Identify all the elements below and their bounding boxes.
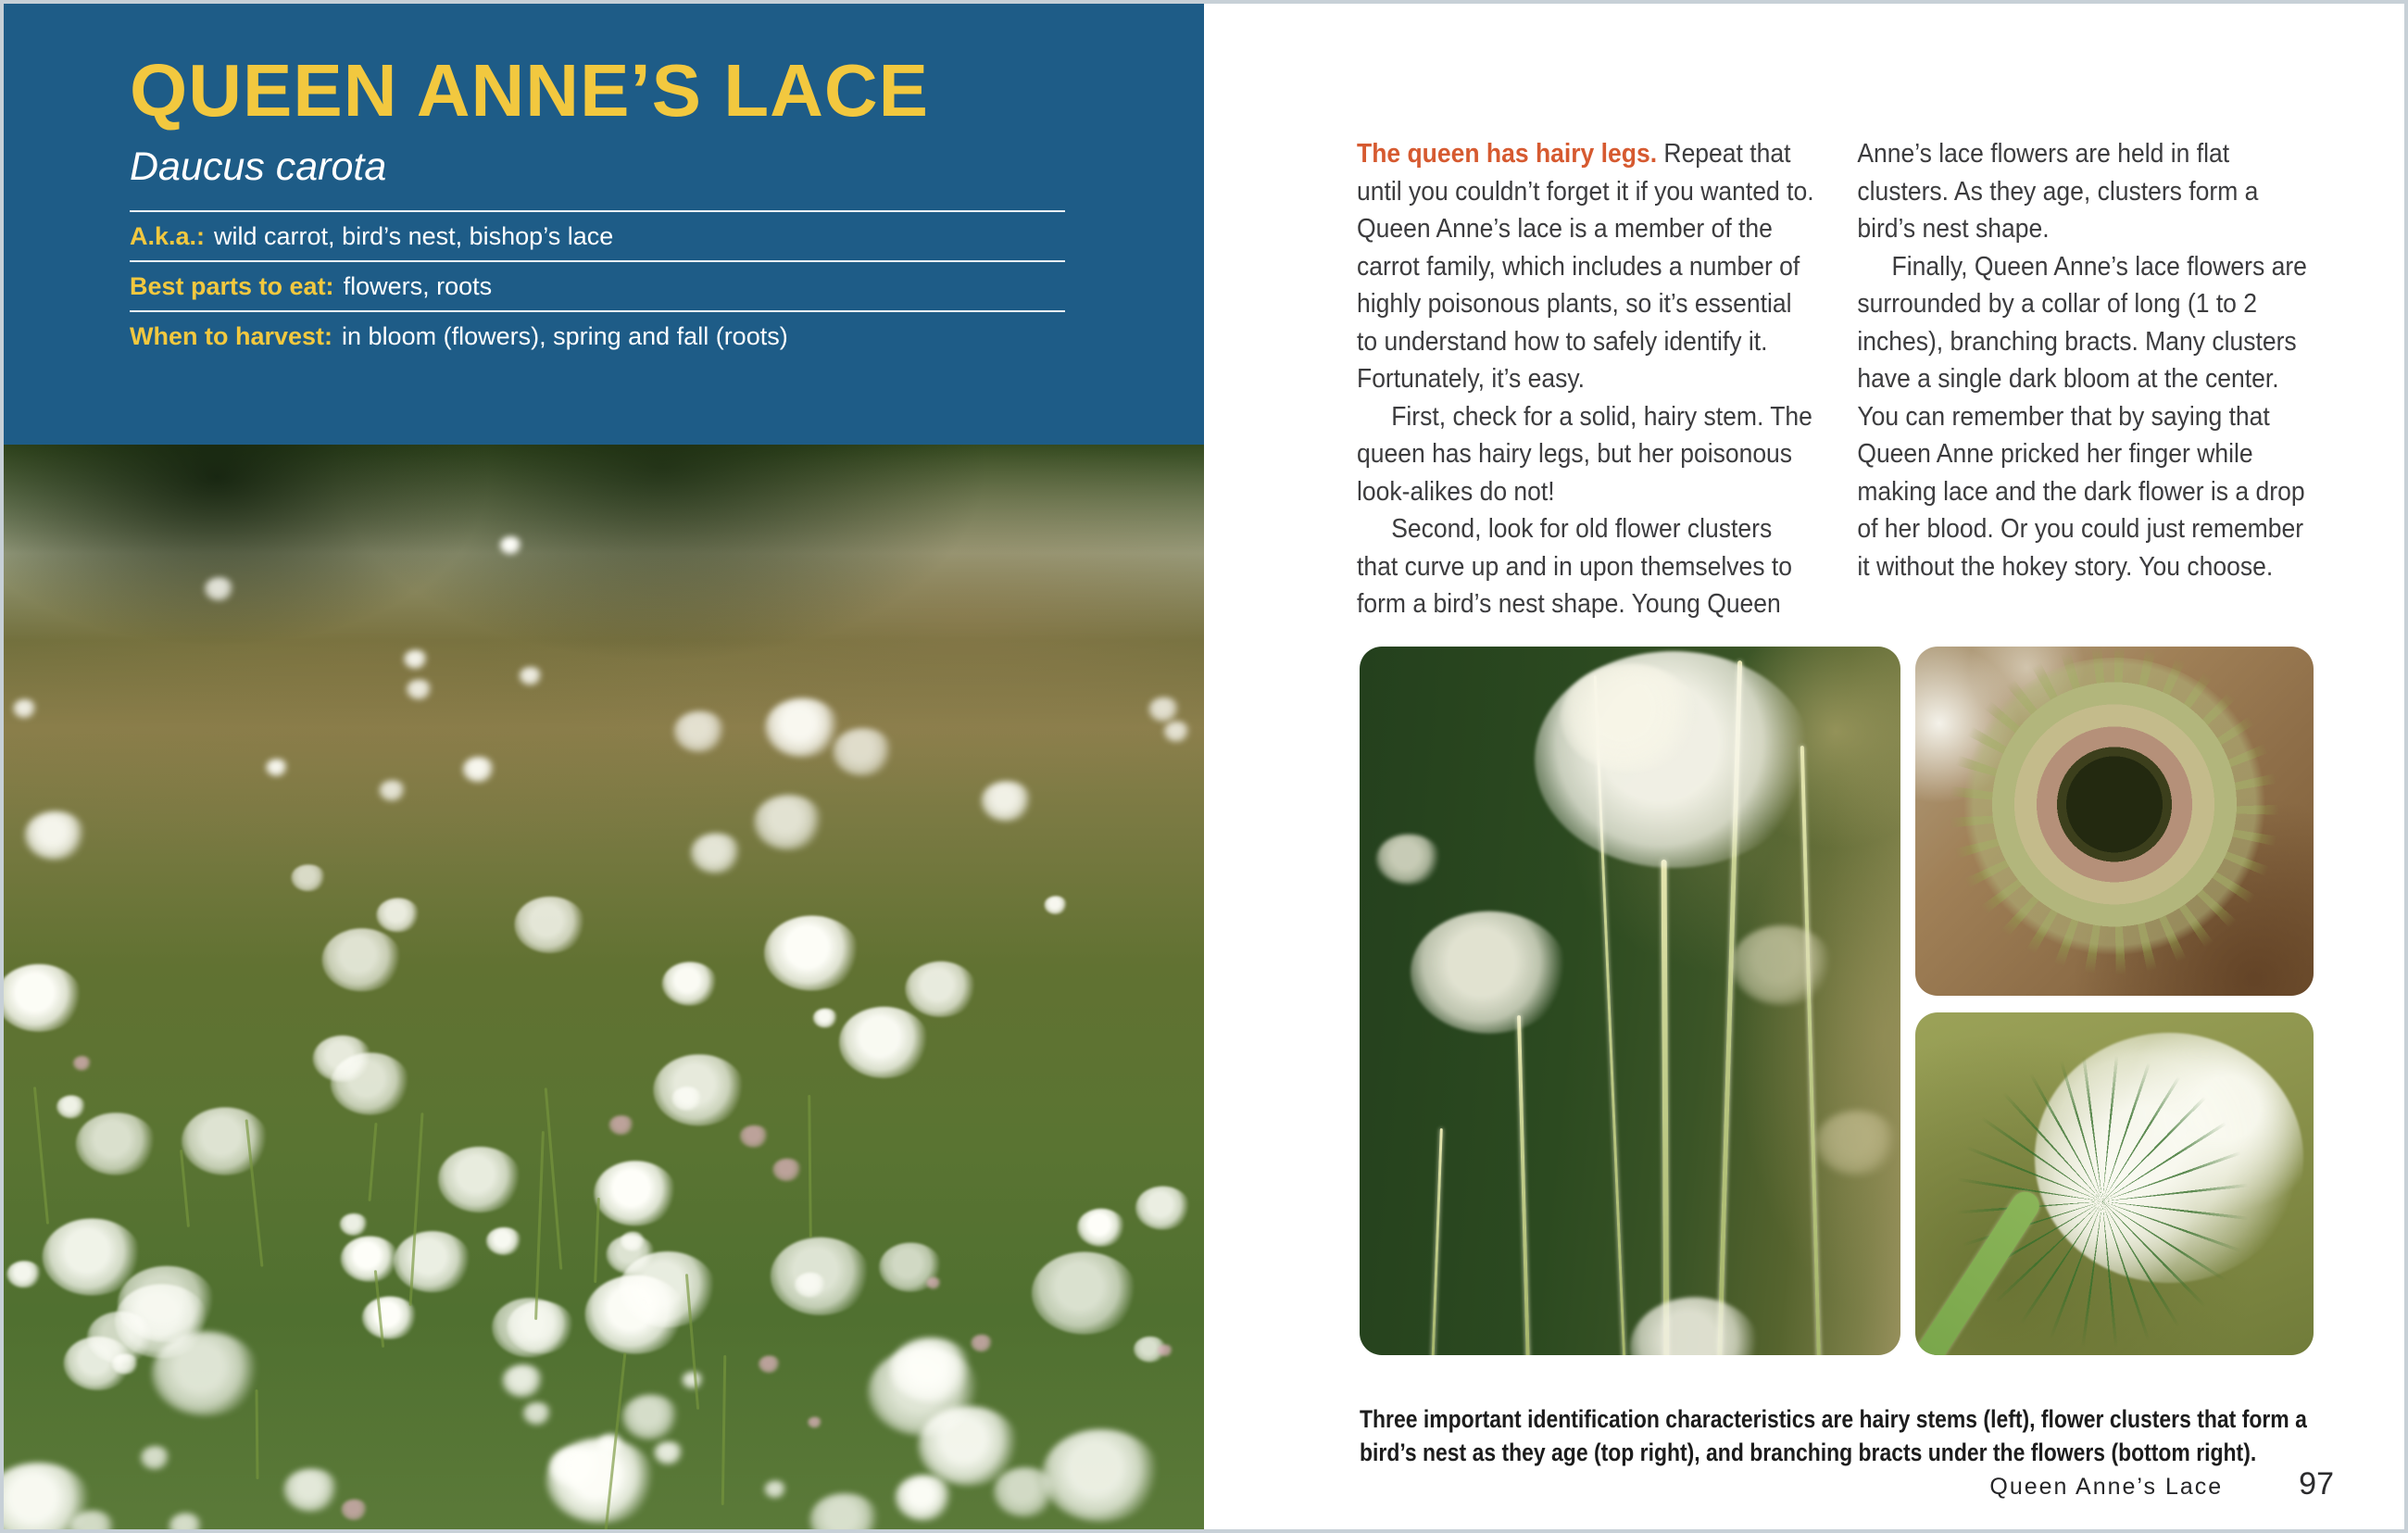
flower-cluster-blob bbox=[546, 1438, 656, 1524]
fact-row bbox=[130, 260, 1065, 310]
flower-cluster-blob bbox=[515, 897, 586, 952]
flower-cluster-blob bbox=[112, 1353, 139, 1375]
hairy-stem bbox=[1662, 859, 1670, 1355]
flower-cluster-blob bbox=[764, 1481, 786, 1499]
flower-cluster-blob bbox=[462, 757, 495, 783]
page-title: QUEEN ANNE’S LACE bbox=[130, 49, 930, 132]
fact-value: flowers, roots bbox=[343, 272, 493, 300]
hairy-stem bbox=[1800, 746, 1821, 1355]
hairy-stem bbox=[1431, 1128, 1443, 1355]
flower-cluster-blob bbox=[379, 780, 407, 802]
flower-cluster-blob bbox=[753, 795, 824, 850]
flower-cluster-blob bbox=[0, 1463, 92, 1533]
grass-stem-stroke bbox=[33, 1087, 49, 1225]
flower-cluster-blob bbox=[1135, 1187, 1191, 1230]
fact-label: Best parts to eat: bbox=[130, 272, 334, 300]
flower-cluster-blob bbox=[772, 1159, 802, 1182]
flower-cluster-blob bbox=[673, 710, 727, 752]
footer-section-label: Queen Anne’s Lace bbox=[1989, 1474, 2224, 1500]
grass-stem-stroke bbox=[808, 1095, 812, 1238]
page-number: 97 bbox=[2299, 1466, 2334, 1502]
body-paragraph: Finally, Queen Anne’s lace flowers are surrounded by a collar of long (1 to 2 inches), branching bracts. Many clusters have a single dark bloom at the center. You can remember that by saying that Queen Anne pricked her finger while making lace and the dark flower is a drop of her blood. Or you could just remember it without the hokey story. You choose. bbox=[1857, 251, 2307, 582]
flower-cluster-blob bbox=[1561, 663, 1699, 772]
flower-cluster-blob bbox=[140, 1446, 170, 1470]
flower-cluster-blob bbox=[1158, 1345, 1173, 1357]
facts-list bbox=[130, 210, 1065, 360]
right-page bbox=[1204, 0, 2408, 1533]
flower-cluster-blob bbox=[404, 650, 429, 670]
flower-cluster-blob bbox=[654, 1054, 746, 1125]
flower-cluster-blob bbox=[341, 1499, 369, 1520]
flower-cluster-blob bbox=[394, 1231, 471, 1292]
text-column-2 bbox=[1857, 135, 2316, 623]
branching-bracts-photo bbox=[1915, 1012, 2314, 1355]
flower-cluster-blob bbox=[1044, 897, 1067, 915]
flower-cluster-blob bbox=[654, 1441, 684, 1465]
grass-stem-stroke bbox=[594, 1198, 600, 1283]
fact-label: A.k.a.: bbox=[130, 222, 206, 250]
flower-cluster-blob bbox=[1042, 1428, 1160, 1521]
flower-cluster-blob bbox=[764, 915, 860, 990]
flower-cluster-blob bbox=[740, 1125, 769, 1148]
body-paragraph: First, check for a solid, hairy stem. The queen has hairy legs, but her poisonous look-alikes do not! bbox=[1357, 401, 1812, 507]
flower-cluster-blob bbox=[1411, 911, 1568, 1035]
paragraph-text: Repeat that until you couldn’t forget it if you wanted to. Queen Anne’s lace is a member of the carrot family, which includes a number of highly poisonous plants, so it’s essential to understand how to safely identify it. Fortunately, it’s easy. bbox=[1357, 139, 1814, 394]
hairy-stems-photo bbox=[1360, 647, 1900, 1355]
grass-stem-stroke bbox=[721, 1355, 726, 1505]
flower-cluster-blob bbox=[56, 1095, 86, 1118]
flower-cluster-blob bbox=[813, 1009, 838, 1028]
grass-stem-stroke bbox=[534, 1131, 545, 1320]
flower-cluster-blob bbox=[376, 898, 420, 932]
flower-cluster-blob bbox=[971, 1335, 993, 1352]
flower-cluster-blob bbox=[76, 1112, 156, 1175]
flower-cluster-blob bbox=[24, 811, 86, 860]
flower-cluster-blob bbox=[499, 536, 523, 555]
body-text-columns bbox=[1357, 135, 2317, 623]
flower-cluster-blob bbox=[12, 699, 36, 718]
fact-value: in bloom (flowers), spring and fall (roots) bbox=[342, 322, 788, 350]
flower-cluster-blob bbox=[839, 1007, 930, 1077]
flower-cluster-blob bbox=[522, 1402, 551, 1426]
flower-cluster-blob bbox=[890, 1338, 973, 1402]
birds-nest-cluster-photo bbox=[1915, 647, 2314, 996]
flower-cluster-blob bbox=[72, 1056, 91, 1071]
grass-stem-stroke bbox=[180, 1150, 190, 1227]
flower-cluster-blob bbox=[764, 697, 841, 757]
flower-cluster-blob bbox=[662, 962, 718, 1006]
fact-row bbox=[130, 210, 1065, 260]
flower-cluster-blob bbox=[1731, 925, 1833, 1005]
flower-cluster-blob bbox=[182, 1107, 270, 1175]
flower-cluster-blob bbox=[771, 1238, 871, 1315]
flower-cluster-blob bbox=[507, 1301, 574, 1353]
flower-cluster-blob bbox=[283, 1468, 339, 1512]
flower-cluster-blob bbox=[621, 1395, 680, 1440]
flower-cluster-blob bbox=[519, 667, 543, 685]
grass-stem-stroke bbox=[255, 1389, 258, 1479]
grass-stem-stroke bbox=[369, 1123, 378, 1201]
lead-in-text: The queen has hairy legs. bbox=[1357, 139, 1658, 169]
flower-cluster-blob bbox=[609, 1115, 635, 1136]
flower-cluster-blob bbox=[682, 1372, 704, 1389]
flower-cluster-blob bbox=[7, 1261, 43, 1288]
fact-value: wild carrot, bird’s nest, bishop’s lace bbox=[214, 222, 614, 250]
flower-cluster-blob bbox=[809, 1493, 880, 1533]
photo-caption: Three important identification characteristics are hairy stems (left), flower clusters that form a bird’s nest as they age (top right), and branching bracts under the flowers (bottom right). bbox=[1360, 1405, 2307, 1466]
page-footer bbox=[1357, 1466, 2334, 1502]
grass-stem-stroke bbox=[545, 1088, 563, 1270]
flower-cluster-blob bbox=[341, 1237, 398, 1282]
fact-row bbox=[130, 310, 1065, 360]
flower-cluster-blob bbox=[438, 1147, 521, 1212]
fact-label: When to harvest: bbox=[130, 322, 333, 350]
text-column-1 bbox=[1357, 135, 1816, 623]
flower-cluster-blob bbox=[340, 1213, 369, 1236]
flower-cluster-blob bbox=[0, 964, 82, 1031]
flower-cluster-blob bbox=[406, 679, 433, 700]
flower-cluster-blob bbox=[895, 1475, 953, 1521]
flower-cluster-blob bbox=[1148, 697, 1180, 723]
flower-cluster-blob bbox=[906, 961, 977, 1017]
flower-cluster-blob bbox=[981, 782, 1033, 823]
scientific-name: Daucus carota bbox=[130, 145, 387, 189]
flower-cluster-blob bbox=[169, 1514, 204, 1533]
flower-cluster-blob bbox=[204, 577, 234, 601]
flower-cluster-blob bbox=[759, 1355, 781, 1373]
birds-nest-shape bbox=[1957, 658, 2272, 963]
flower-cluster-blob bbox=[1163, 722, 1190, 743]
flower-cluster-blob bbox=[621, 1232, 645, 1251]
flower-cluster-blob bbox=[595, 1162, 677, 1225]
flower-cluster-blob bbox=[502, 1364, 545, 1398]
body-paragraph bbox=[1357, 135, 1816, 398]
flower-cluster-blob bbox=[266, 759, 289, 776]
flower-cluster-blob bbox=[1032, 1251, 1137, 1334]
flower-cluster-blob bbox=[1077, 1209, 1125, 1246]
flower-cluster-blob bbox=[808, 1416, 822, 1428]
flower-cluster-blob bbox=[291, 864, 326, 891]
flower-cluster-blob bbox=[690, 834, 741, 873]
flower-cluster-blob bbox=[1815, 1110, 1899, 1175]
flower-cluster-blob bbox=[833, 728, 894, 776]
flower-cluster-blob bbox=[619, 1251, 716, 1327]
flower-cluster-blob bbox=[1630, 1298, 1760, 1355]
body-paragraph: Anne’s lace flowers are held in flat clusters. As they age, clusters form a bird’s nest shape. bbox=[1857, 139, 2259, 244]
flower-cluster-blob bbox=[322, 928, 403, 990]
field-of-flowers-photo bbox=[0, 445, 1204, 1533]
flower-cluster-blob bbox=[486, 1227, 522, 1255]
flower-cluster-blob bbox=[152, 1331, 260, 1415]
flower-cluster-blob bbox=[1376, 834, 1441, 885]
hairy-stem bbox=[1517, 1015, 1530, 1355]
flower-cluster-blob bbox=[926, 1277, 941, 1288]
bract-starburst bbox=[1936, 1035, 2269, 1356]
photo-grid bbox=[1360, 647, 2314, 1355]
plant-header-block bbox=[0, 0, 1204, 445]
body-paragraph: Second, look for old flower clusters that curve up and in upon themselves to form a bird’s nest shape. Young Queen bbox=[1357, 514, 1793, 619]
